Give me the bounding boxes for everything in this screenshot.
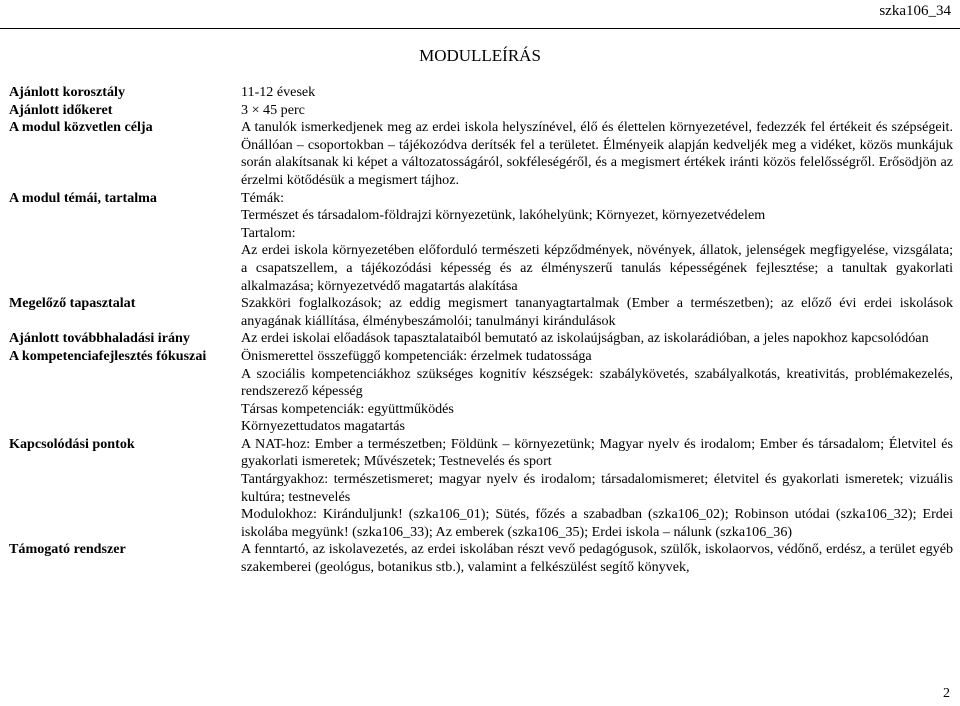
row-value: [237, 541, 955, 576]
row-label: Megelőző tapasztalat: [9, 295, 136, 312]
row-next-direction: [5, 330, 955, 348]
value-paragraph: Modulokhoz: Kiránduljunk! (szka106_01); Sütés, főzés a szabadban (szka106_02); Robinson utódai (szka106_32); Erdei iskolába megyünk! (szka106_33); Az emberek (szka106_35); Erdei iskola – nálunk (szka106_36): [241, 506, 953, 540]
row-label: Ajánlott időkeret: [9, 101, 113, 118]
row-label: A kompetenciafejlesztés fókuszai: [9, 347, 207, 364]
module-code: szka106_34: [879, 3, 951, 19]
module-table-container: [5, 84, 955, 577]
row-topics: [5, 190, 955, 296]
value-paragraph: 11-12 évesek: [241, 84, 316, 100]
row-prior-experience: [5, 295, 955, 330]
row-value: [237, 102, 955, 120]
row-value: [237, 330, 955, 348]
row-value: [237, 119, 955, 189]
row-label: A modul témái, tartalma: [9, 189, 157, 206]
page-number: 2: [943, 686, 950, 701]
value-paragraph: 3 × 45 perc: [241, 101, 305, 118]
value-paragraph: Az erdei iskolai előadások tapasztalataiból bemutató az iskolaújságban, az iskolarádióban, a jeles napokhoz kapcsolódóan: [241, 330, 929, 347]
value-paragraph: Tartalom:: [241, 224, 296, 241]
value-paragraph: A tanulók ismerkedjenek meg az erdei iskola helyszínével, élő és élettelen környezetével, fedezzék fel értékeit és szépségeit. Önállóan – csoportokban – tájékozódva derítsék fel a területet. Élményeik alapján kedveljék meg a vidéket, közös munkájuk során alakítsanak ki képet a változatosságáról, sokféleségéről, és a megismert értékek iránti közös felelősségről. Erősödjön az érzelmi kötődésük a megismert tájhoz.: [241, 119, 953, 188]
row-competencies: [5, 348, 955, 436]
row-label: Kapcsolódási pontok: [9, 435, 135, 452]
module-description-table: [5, 84, 955, 577]
row-connections: [5, 436, 955, 542]
value-paragraph: Az erdei iskola környezetében előforduló természeti képződmények, növények, állatok, jelenségek megfigyelése, vizsgálata; a csapatszellem, a tájékozódási képesség és az élményszerű tanulás képességének fejlesztése; a tanultak gyakorlati alkalmazása; környezetvédő magatartás alakítása: [241, 242, 953, 294]
value-paragraph: Témák:: [241, 189, 285, 206]
row-value: [237, 190, 955, 296]
value-paragraph: Önismerettel összefüggő kompetenciák: érzelmek tudatossága: [241, 347, 592, 364]
row-label: Ajánlott korosztály: [9, 84, 126, 100]
row-label: Támogató rendszer: [9, 541, 126, 558]
row-value: [237, 84, 955, 102]
row-label: Ajánlott továbbhaladási irány: [9, 330, 190, 347]
row-value: [237, 436, 955, 542]
value-paragraph: A NAT-hoz: Ember a természetben; Földünk – környezetünk; Magyar nyelv és irodalom; Ember és társadalom; Életvitel és gyakorlati ismeretek; Művészetek; Testnevelés és sport: [241, 435, 953, 470]
row-timeframe: [5, 102, 955, 120]
row-value: [237, 295, 955, 330]
document-title: MODULLEÍRÁS: [419, 46, 541, 65]
header-divider: [0, 28, 960, 29]
row-value: [237, 348, 955, 436]
row-goal: [5, 119, 955, 189]
row-support-system: [5, 541, 955, 576]
value-paragraph: A szociális kompetenciákhoz szükséges kognitív készségek: szabálykövetés, szabályalkotás, kreativitás, problémakezelés, rendszerező képesség: [241, 365, 953, 400]
value-paragraph: Szakköri foglalkozások; az eddig megismert tananyagtartalmak (Ember a természetben); az előző évi erdei iskolások anyagának kiállítása, élménybeszámolói; tanulmányi kirándulások: [241, 295, 953, 329]
value-paragraph: Társas kompetenciák: együttműködés: [241, 400, 454, 417]
row-age-group: [5, 84, 955, 102]
value-paragraph: Tantárgyakhoz: természetismeret; magyar nyelv és irodalom; társadalomismeret; életvitel és gyakorlati ismeretek; vizuális kultúra; testnevelés: [241, 471, 953, 505]
value-paragraph: A fenntartó, az iskolavezetés, az erdei iskolában részt vevő pedagógusok, szülők, iskolaorvos, védőnő, erdész, a terület egyéb szakemberei (geológus, botanikus stb.), valamint a felkészülést segítő könyvek,: [241, 541, 953, 576]
value-paragraph: Természet és társadalom-földrajzi környezetünk, lakóhelyünk; Környezet, környezetvédelem: [241, 207, 766, 224]
value-paragraph: Környezettudatos magatartás: [241, 418, 405, 435]
row-label: A modul közvetlen célja: [9, 119, 153, 136]
